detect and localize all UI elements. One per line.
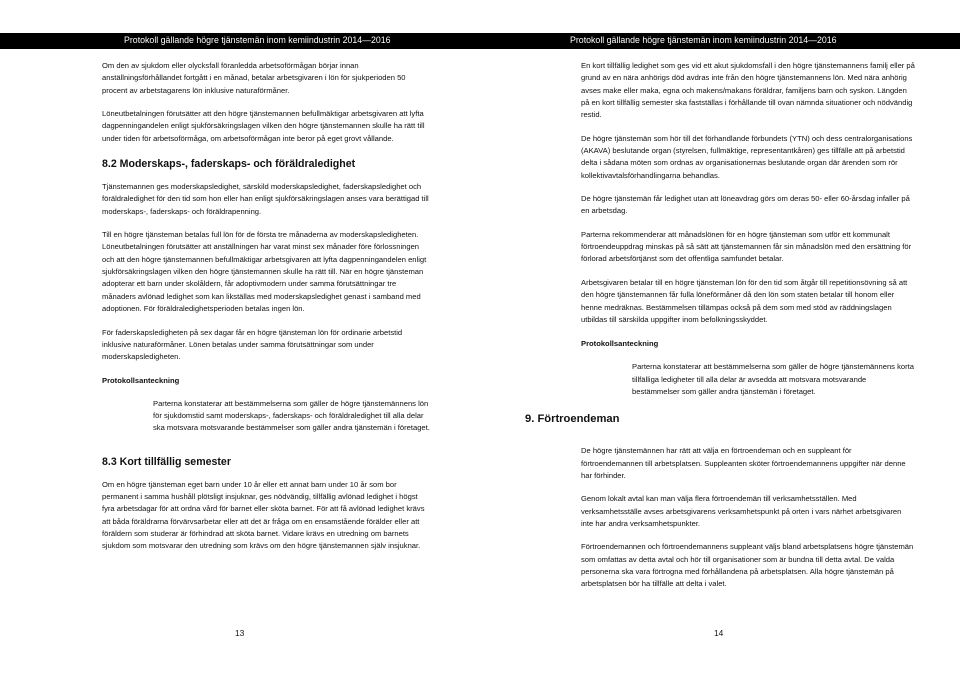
protocol-note-label: Protokollsanteckning (581, 339, 659, 349)
paragraph: Parterna rekommenderar att månadslönen för en högre tjänsteman som utför ett kommunalt förtroendeuppdrag minskas på så sätt att tjänstemannen får sin månadslön med den ersättning för förlorad arbetsförtjänst som det offentliga samfundet betalar. (581, 229, 912, 264)
paragraph: De högre tjänstemän som hör till det förhandlande förbundets (YTN) och dess centralorganisations (AKAVA) beslutande organ (styrelsen, fullmäktige, representantkåren) ges tillfälle att på arbetstid delta i sådana möten som ordnas av organisationernas beslutande organ där ärenden som rör kollektivavtalsförhandlingarna behandlas. (581, 133, 913, 180)
protocol-note-text: Parterna konstaterar att bestämmelserna som gäller de högre tjänstemännens lön för sjukdomstid samt moderskaps-, faderskaps- och föräldraledighet till alla delar ska motsvara motsvarande bestämmelser som gäller andra tjänstemän i företaget. (153, 398, 430, 433)
chapter-heading-9: 9. Förtroendeman (525, 413, 620, 426)
paragraph: Förtroendemannen och förtroendemannens suppleant väljs bland arbetsplatsens högre tjänstemän som omfattas av detta avtal och hör till organisationer som är bundna till detta avtal. De valda personerna ska vara förtrogna med förhållandena på arbetsplatsen. Alla högre tjänstemän på arbetsplatsen bör ha tillfälle att delta i valet. (581, 542, 914, 589)
page-14 (480, 0, 960, 674)
paragraph: Om en högre tjänsteman eget barn under 10 år eller ett annat barn under 10 år som bor permanent i samma hushåll plötsligt insjuknar, ges nödvändig, tillfällig avlönad ledighet i högst fyra arbetsdagar för att ordna vård för barnet eller sköta barnet. För att få avlönad ledighet krävs att båda föräldrarna förvärvsarbetar eller att det är fråga om en ensamstående förälder eller att föräldern som studerar är förhindrad att sköta barnet. Vidare krävs en utredning om barnets sjukdom som motsvarar den utredning som krävs om den högre tjänstemannen själv insjuknar. (102, 479, 425, 551)
section-heading-8-3: 8.3 Kort tillfällig semester (102, 455, 231, 468)
paragraph: Löneutbetalningen förutsätter att den högre tjänstemannen befullmäktigar arbetsgivaren att lyfta dagpenningandelen enligt sjukförsäkringslagen vilken den högre tjänstemannen skulle ha rätt till under tiden för arbetsoförmåga, om arbetsoförmågan inte beror på eget grovt vållande. (102, 109, 425, 143)
paragraph: En kort tillfällig ledighet som ges vid ett akut sjukdomsfall i den högre tjänstemannens familj eller på grund av en nära anhörigs död avdras inte från den högre tjänstemannens lön. Med nära anhörig avses make eller maka, egna och makens/makans föräldrar, familjens barn och syskon. Längden på en kort tillfällig semester ska fastställas i förhållande till ovan nämnda situationer och nödvändig restid. (581, 61, 915, 120)
page-header-title: Protokoll gällande högre tjänstemän inom kemiindustrin 2014—2016 (124, 35, 391, 45)
paragraph: Arbetsgivaren betalar till en högre tjänsteman lön för den tid som åtgår till repetitionsövning så att den högre tjänstemannen får fulla löneförmåner då den lön som staten betalar till honom eller henne medräknas. Bestämmelsen tillämpas också på dem som med stöd av räddningslagen utbildas till särskilda uppgifter inom befolkningsskyddet. (581, 277, 908, 324)
paragraph: Tjänstemannen ges moderskapsledighet, särskild moderskapsledighet, faderskapsledighet och föräldraledighet för den tid som hon eller han enligt sjukförsäkringslagen anses vara berättigad till moderskaps-, faderskaps- och föräldrapenning. (102, 182, 429, 216)
paragraph: För faderskapsledigheten på sex dagar får en högre tjänsteman lön för ordinarie arbetstid inklusive naturaförmåner. Lönen betalas under samma förutsättningar som under moderskapsledigheten. (102, 327, 403, 362)
paragraph: De högre tjänstemännen har rätt att välja en förtroendeman och en suppleant för förtroendemannen till arbetsplatsen. Suppleanten sköter förtroendemannens uppgifter när denne har förhinder. (581, 446, 906, 480)
page-13-body (102, 60, 432, 564)
page-14-body (525, 60, 915, 602)
page-header-title: Protokoll gällande högre tjänstemän inom kemiindustrin 2014—2016 (570, 35, 837, 45)
page-number: 13 (235, 628, 245, 638)
paragraph: Till en högre tjänsteman betalas full lön för de första tre månaderna av moderskapsledigheten. Löneutbetalningen förutsätter att anställningen har varat minst sex månader före förlossningen och att den högre tjänstemannen befullmäktigar arbetsgivaren att lyfta dagpenningandelen enligt sjukförsäkringslagen vilken den högre tjänstemannen skulle ha rätt till. När en högre tjänsteman adopterar ett barn under skolåldern, får adoptivmodern under samma förutsättningar tre månaders avlönad ledighet som kan likställas med moderskapsledighet genast i samband med adoptionen. För föräldraledighetsperioden betalas ingen lön. (102, 230, 427, 314)
protocol-note-text: Parterna konstaterar att bestämmelserna som gäller de högre tjänstemännens korta tillfälliga ledigheter till alla delar är avsedda att motsvara motsvarande bestämmelser som gäller andra tjänstemän i företaget. (632, 362, 914, 396)
paragraph: Om den av sjukdom eller olycksfall föranledda arbetsoförmågan börjar innan anställningsförhållandet fortgått i en månad, betalar arbetsgivaren i lön för sjukperioden 50 procent av arbetstagarens lön inklusive naturaförmåner. (102, 61, 406, 95)
section-heading-8-2: 8.2 Moderskaps-, faderskaps- och föräldraledighet (102, 158, 356, 171)
page-number: 14 (714, 628, 724, 638)
paragraph: De högre tjänstemän får ledighet utan att löneavdrag görs om deras 50- eller 60-årsdag infaller på en arbetsdag. (581, 194, 910, 216)
paragraph: Genom lokalt avtal kan man välja flera förtroendemän till verksamhetsställen. Med verksamhetsställe avses arbetsgivarens verksamhetspunkt på orten i vars närhet arbetsgivaren inte har andra verksamhetspunkter. (581, 494, 902, 528)
protocol-note-label: Protokollsanteckning (102, 375, 180, 385)
